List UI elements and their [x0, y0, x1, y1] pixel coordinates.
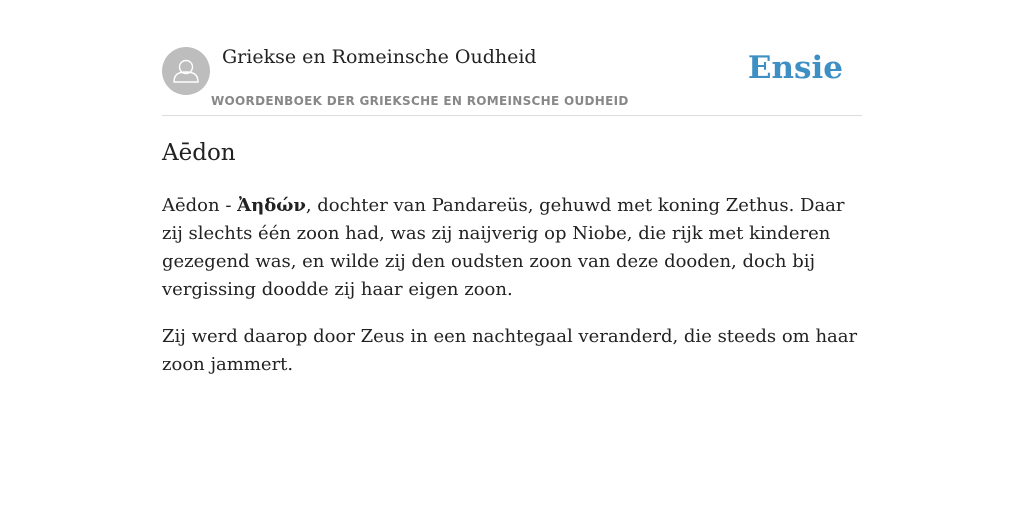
entry-title: Aēdon: [162, 140, 236, 166]
entry-body: , dochter van Pandareüs, gehuwd met koning Zethus. Daar zij slechts één zoon had, was zij naijverig op Niobe, die rijk met kinderen gezegend was, en wilde zij den oudsten zoon van deze dooden, doch bij vergissing doodde zij haar eigen zoon.: [162, 195, 845, 300]
user-icon: [162, 47, 210, 95]
avatar[interactable]: [162, 47, 210, 95]
brand-logo[interactable]: Ensie: [747, 50, 843, 86]
entry-lead: Aēdon -: [162, 195, 238, 216]
entry-paragraph-2: Zij werd daarop door Zeus in een nachtegaal veranderd, die steeds om haar zoon jammert.: [162, 326, 858, 375]
site-subtitle: WOORDENBOEK DER GRIEKSCHE EN ROMEINSCHE OUDHEID: [211, 94, 629, 108]
greek-term: Ἀηδών: [237, 195, 306, 216]
site-title[interactable]: Griekse en Romeinsche Oudheid: [222, 46, 537, 68]
site-header: [162, 0, 862, 116]
page: [162, 0, 862, 512]
entry-paragraph-1: [162, 192, 862, 304]
